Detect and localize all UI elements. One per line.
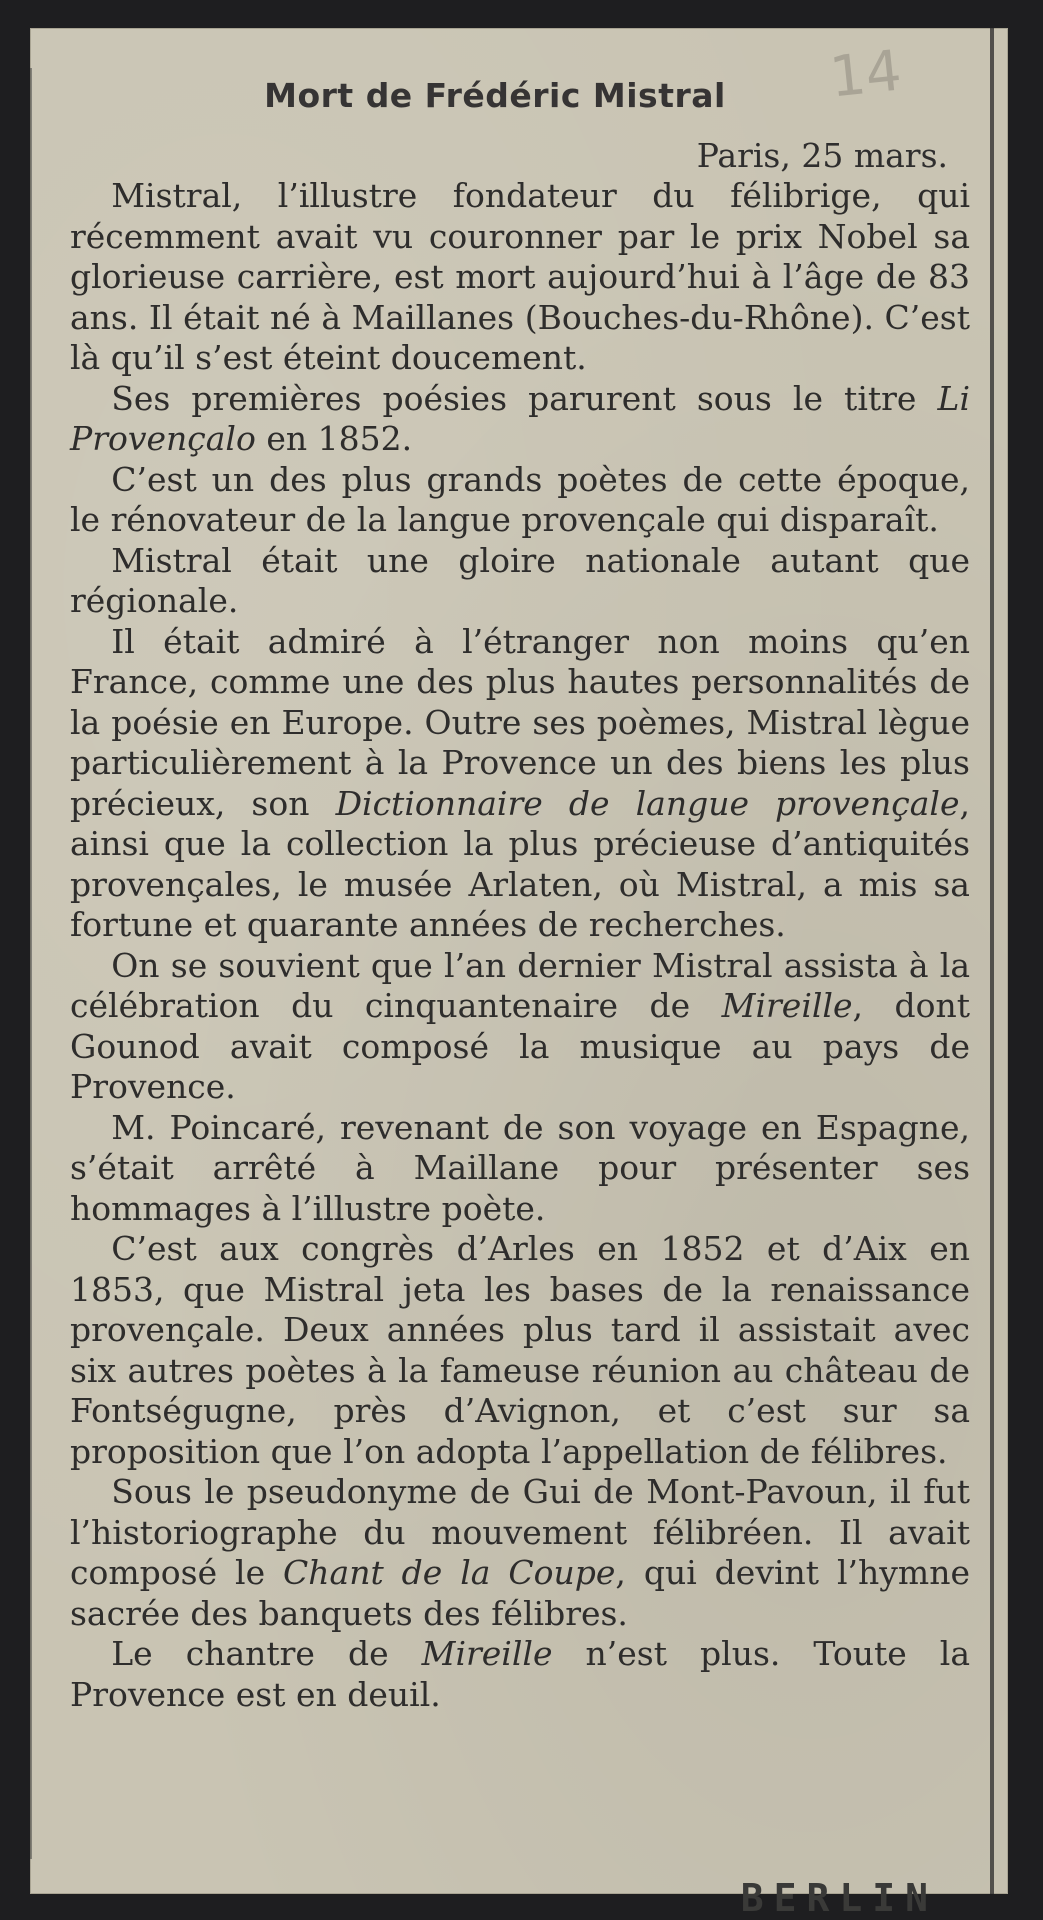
paragraph-text: , ainsi que la collection la plus précieuse d’antiquités provençales, le musée Arlaten, où Mistral, a mis sa fortune et quarante années de recherches. [70, 783, 970, 944]
paragraph-text: en 1852. [255, 419, 413, 458]
pencil-annotation: 14 [826, 38, 905, 111]
article-paragraph [70, 379, 970, 460]
italic-title-text: Mireille [421, 1634, 553, 1673]
paragraph-text: M. Poincaré, revenant de son voyage en Espagne, s’était arrêté à Maillane pour présenter ses hommages à l’illustre poète. [70, 1107, 970, 1228]
paragraph-text: C’est aux congrès d’Arles en 1852 et d’Aix en 1853, que Mistral jeta les bases de la renaissance provençale. Deux années plus tard il assistait avec six autres poètes à la fameuse réunion au château de Fontségugne, près d’Avignon, et c’est sur sa proposition que l’on adopta l’appellation de félibres. [70, 1229, 970, 1471]
dateline: Paris, 25 mars. [696, 136, 948, 175]
article-title: Mort de Frédéric Mistral [264, 76, 726, 115]
italic-title-text: Chant de la Coupe [283, 1553, 616, 1592]
paragraph-text: Le chantre de [111, 1634, 422, 1673]
paragraph-text: Mistral était une gloire nationale autant que régionale. [70, 540, 970, 620]
italic-title-text: Mireille [721, 986, 853, 1025]
paragraph-text: On se souvient que l’an dernier Mistral assista à la célébration du cinquantenaire de [70, 945, 970, 1025]
paragraph-text: , qui devint l’hymne sacrée des banquets des félibres. [70, 1553, 970, 1633]
italic-title-text: Dictionnaire de langue provençale [335, 783, 960, 823]
article-paragraph [70, 1108, 970, 1230]
article-paragraph [70, 1229, 970, 1472]
italic-title-text: Li Provençalo [70, 378, 970, 458]
column-rule-left [30, 68, 32, 1859]
article-paragraph [70, 946, 970, 1108]
article-paragraph [70, 622, 970, 946]
column-rule-right [990, 28, 994, 1894]
article-paragraph [70, 176, 970, 379]
paragraph-text: , dont Gounod avait composé la musique au pays de Provence. [70, 986, 970, 1106]
article-paragraph [70, 1634, 970, 1715]
paragraph-text: n’est plus. Toute la Provence est en deuil. [70, 1634, 971, 1714]
paragraph-text: Sous le pseudonyme de Gui de Mont-Pavoun, il fut l’historiographe du mouvement félibréen. Il avait composé le [70, 1472, 970, 1592]
paragraph-text: C’est un des plus grands poètes de cette époque, le rénovateur de la langue provençale qui disparaît. [70, 459, 970, 539]
paragraph-text: Ses premières poésies parurent sous le titre [111, 378, 938, 418]
article-paragraph [70, 1472, 970, 1634]
article-body [70, 176, 970, 1715]
paragraph-text: Il était admiré à l’étranger non moins qu’en France, comme une des plus hautes personnalités de la poésie en Europe. Outre ses poèmes, Mistral lègue particulièrement à la Provence un des biens les plus précieux, son [70, 621, 970, 823]
paragraph-text: Mistral, l’illustre fondateur du félibrige, qui récemment avait vu couronner par le prix Nobel sa glorieuse carrière, est mort aujourd’hui à l’âge de 83 ans. Il était né à Maillanes (Bouches-du-Rhône). C’est là qu’il s’est éteint doucement. [70, 176, 970, 377]
article-paragraph [70, 460, 970, 541]
article-paragraph [70, 541, 970, 622]
author-signature: BERLIN [740, 1876, 938, 1920]
newspaper-clipping [30, 28, 1008, 1920]
